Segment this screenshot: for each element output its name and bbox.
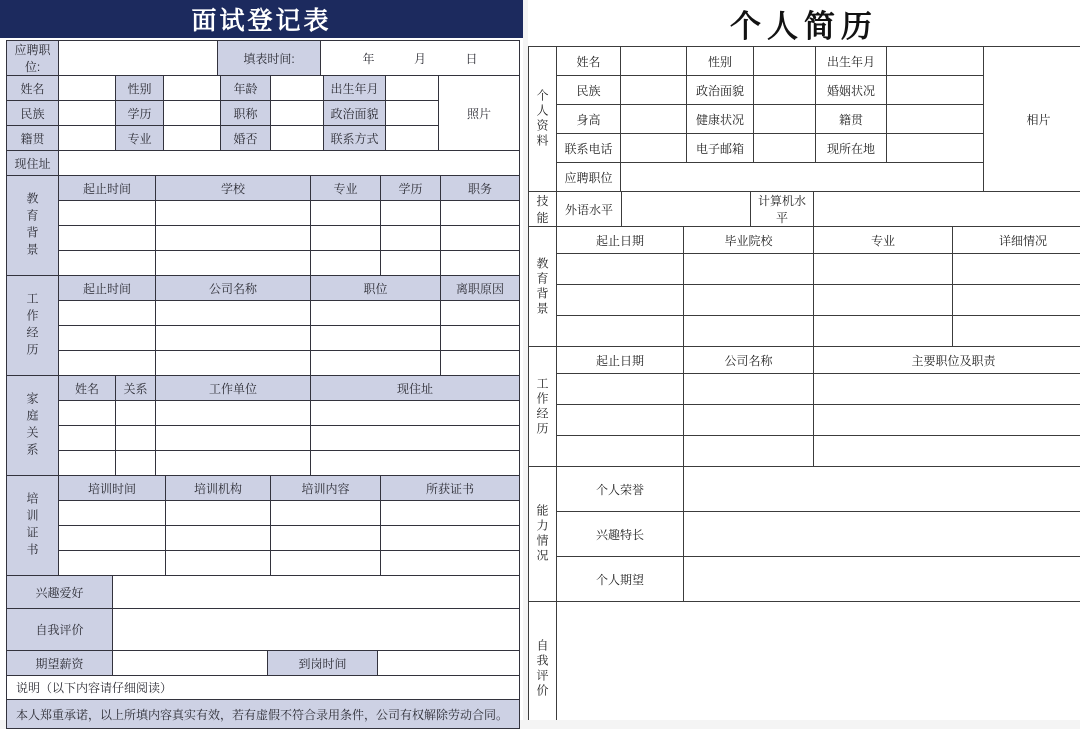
input-cell[interactable] — [441, 201, 520, 226]
column-header: 离职原因 — [441, 276, 520, 301]
input-cell[interactable] — [311, 326, 441, 351]
fill-date-input-cell[interactable] — [321, 41, 520, 76]
political-status-label: 政治面貌 — [687, 76, 754, 105]
foreign-language-label: 外语水平 — [557, 192, 622, 227]
column-header: 姓名 — [59, 376, 116, 401]
input-cell[interactable] — [557, 316, 684, 347]
gender-label: 性别 — [687, 47, 754, 76]
input-cell[interactable] — [381, 201, 441, 226]
input-cell[interactable] — [557, 254, 684, 285]
input-cell[interactable] — [166, 551, 271, 576]
column-header: 专业 — [311, 176, 381, 201]
input-cell[interactable] — [311, 251, 381, 276]
native-place-input-cell[interactable] — [887, 105, 984, 134]
column-header: 培训机构 — [166, 476, 271, 501]
interests-input-cell[interactable] — [684, 512, 1080, 557]
name-input-cell[interactable] — [59, 76, 116, 101]
input-cell[interactable] — [59, 301, 156, 326]
input-cell[interactable] — [59, 401, 116, 426]
column-header: 专业 — [814, 227, 953, 254]
input-cell[interactable] — [381, 526, 520, 551]
major-label: 专业 — [116, 126, 164, 151]
input-cell[interactable] — [814, 374, 1080, 405]
resume-work-table — [528, 346, 1080, 467]
resume-self-eval-section-label: 自我评价 — [529, 602, 557, 721]
computer-skill-label: 计算机水平 — [751, 192, 814, 227]
input-cell[interactable] — [311, 401, 520, 426]
ethnicity-input-cell[interactable] — [621, 76, 687, 105]
input-cell[interactable] — [116, 426, 156, 451]
email-label: 电子邮箱 — [687, 134, 754, 163]
column-header: 所获证书 — [381, 476, 520, 501]
native-place-label: 籍贯 — [816, 105, 887, 134]
fill-date-label: 填表时间: — [218, 41, 321, 76]
input-cell[interactable] — [116, 451, 156, 476]
location-input-cell[interactable] — [887, 134, 984, 163]
apply-position-label: 应聘职位 — [557, 163, 621, 192]
bottom-fields-table — [6, 575, 520, 676]
input-cell[interactable] — [59, 551, 166, 576]
photo-placeholder[interactable]: 相片 — [984, 47, 1080, 192]
input-cell[interactable] — [166, 501, 271, 526]
input-cell[interactable] — [156, 401, 311, 426]
family-table — [6, 375, 520, 476]
phone-input-cell[interactable] — [621, 134, 687, 163]
input-cell[interactable] — [116, 401, 156, 426]
interests-label: 兴趣特长 — [557, 512, 684, 557]
resume-education-section-label: 教育背景 — [529, 227, 557, 347]
input-cell[interactable] — [156, 301, 311, 326]
hobby-label: 兴趣爱好 — [7, 576, 113, 609]
marital-status-input-cell[interactable] — [887, 76, 984, 105]
political-status-label: 政治面貌 — [324, 101, 386, 126]
column-header: 现住址 — [311, 376, 520, 401]
column-header: 关系 — [116, 376, 156, 401]
birth-date-label: 出生年月 — [324, 76, 386, 101]
work-history-table — [6, 275, 520, 376]
input-cell[interactable] — [441, 226, 520, 251]
input-cell[interactable] — [684, 316, 814, 347]
input-cell[interactable] — [953, 316, 1080, 347]
input-cell[interactable] — [59, 501, 166, 526]
input-cell[interactable] — [59, 226, 156, 251]
input-cell[interactable] — [156, 451, 311, 476]
degree-input-cell[interactable] — [164, 101, 221, 126]
input-cell[interactable] — [684, 436, 814, 467]
phone-label: 联系电话 — [557, 134, 621, 163]
note-label: 说明（以下内容请仔细阅读） — [7, 676, 520, 700]
birth-date-input-cell[interactable] — [386, 76, 439, 101]
commitment-statement: 本人郑重承诺，以上所填内容真实有效，若有虚假不符合录用条件，公司有权解除劳动合同。 — [7, 700, 520, 729]
column-header: 起止日期 — [557, 227, 684, 254]
year-unit-label: 年 — [362, 50, 374, 67]
resume-personal-section-label: 个人资料 — [529, 47, 557, 192]
column-header: 培训时间 — [59, 476, 166, 501]
column-header: 职位 — [311, 276, 441, 301]
family-section-label: 家庭关系 — [7, 376, 59, 476]
column-header: 起止时间 — [59, 276, 156, 301]
input-cell[interactable] — [557, 405, 684, 436]
ethnicity-label: 民族 — [7, 101, 59, 126]
ethnicity-input-cell[interactable] — [59, 101, 116, 126]
personal-honors-label: 个人荣誉 — [557, 467, 684, 512]
input-cell[interactable] — [311, 201, 381, 226]
ethnicity-label: 民族 — [557, 76, 621, 105]
age-input-cell[interactable] — [271, 76, 324, 101]
input-cell[interactable] — [156, 201, 311, 226]
input-cell[interactable] — [271, 551, 381, 576]
address-input-cell[interactable] — [59, 151, 520, 176]
major-input-cell[interactable] — [164, 126, 221, 151]
apply-position-input-cell[interactable] — [621, 163, 984, 192]
marital-status-label: 婚姻状况 — [816, 76, 887, 105]
column-header: 职务 — [441, 176, 520, 201]
input-cell[interactable] — [59, 326, 156, 351]
political-status-input-cell[interactable] — [386, 101, 439, 126]
input-cell[interactable] — [814, 436, 1080, 467]
input-cell[interactable] — [381, 251, 441, 276]
day-unit-label: 日 — [465, 50, 477, 67]
personal-expectation-label: 个人期望 — [557, 557, 684, 602]
input-cell[interactable] — [166, 526, 271, 551]
foreign-language-input-cell[interactable] — [622, 192, 751, 227]
resume-personal-table — [528, 46, 1080, 192]
input-cell[interactable] — [953, 254, 1080, 285]
email-input-cell[interactable] — [754, 134, 816, 163]
degree-label: 学历 — [116, 101, 164, 126]
column-header: 详细情况 — [953, 227, 1080, 254]
native-place-input-cell[interactable] — [59, 126, 116, 151]
ability-table — [528, 466, 1080, 602]
input-cell[interactable] — [311, 226, 381, 251]
input-cell[interactable] — [156, 326, 311, 351]
input-cell[interactable] — [953, 285, 1080, 316]
apply-position-input-cell[interactable] — [59, 41, 218, 76]
input-cell[interactable] — [59, 526, 166, 551]
input-cell[interactable] — [441, 301, 520, 326]
input-cell[interactable] — [156, 426, 311, 451]
interview-form-title: 面试登记表 — [191, 1, 331, 37]
personal-expectation-input-cell[interactable] — [684, 557, 1080, 602]
resume-work-section-label: 工作经历 — [529, 347, 557, 467]
resume-title: 个人简历 — [730, 1, 878, 46]
input-cell[interactable] — [271, 526, 381, 551]
arrival-time-input-cell[interactable] — [378, 651, 520, 676]
resume-title-bar — [528, 0, 1080, 47]
input-cell[interactable] — [684, 405, 814, 436]
column-header: 起止时间 — [59, 176, 156, 201]
computer-skill-input-cell[interactable] — [814, 192, 1080, 227]
interview-form-title-bar — [0, 0, 523, 38]
name-input-cell[interactable] — [621, 47, 687, 76]
input-cell[interactable] — [441, 326, 520, 351]
input-cell[interactable] — [156, 351, 311, 376]
title-input-cell[interactable] — [271, 101, 324, 126]
marital-input-cell[interactable] — [271, 126, 324, 151]
input-cell[interactable] — [557, 285, 684, 316]
month-unit-label: 月 — [414, 50, 426, 67]
education-table — [6, 175, 520, 276]
contact-label: 联系方式 — [324, 126, 386, 151]
political-status-input-cell[interactable] — [754, 76, 816, 105]
input-cell[interactable] — [156, 251, 311, 276]
arrival-time-label: 到岗时间 — [268, 651, 378, 676]
input-cell[interactable] — [441, 251, 520, 276]
input-cell[interactable] — [59, 201, 156, 226]
name-label: 姓名 — [557, 47, 621, 76]
self-evaluation-label: 自我评价 — [7, 609, 113, 651]
self-evaluation-input-cell[interactable] — [113, 609, 520, 651]
column-header: 公司名称 — [156, 276, 311, 301]
input-cell[interactable] — [311, 301, 441, 326]
input-cell[interactable] — [684, 285, 814, 316]
input-cell[interactable] — [814, 405, 1080, 436]
height-input-cell[interactable] — [621, 105, 687, 134]
training-section-label: 培训证书 — [7, 476, 59, 576]
column-header: 主要职位及职责 — [814, 347, 1080, 374]
interview-registration-form — [0, 0, 523, 720]
photo-placeholder[interactable]: 照片 — [439, 76, 520, 151]
input-cell[interactable] — [156, 226, 311, 251]
column-header: 学校 — [156, 176, 311, 201]
skills-table — [528, 191, 1080, 227]
expected-salary-input-cell[interactable] — [113, 651, 268, 676]
note-table — [6, 675, 520, 729]
skills-section-label: 技能 — [529, 192, 557, 227]
input-cell[interactable] — [59, 251, 156, 276]
input-cell[interactable] — [684, 374, 814, 405]
name-label: 姓名 — [7, 76, 59, 101]
address-label: 现住址 — [7, 151, 59, 176]
column-header: 毕业院校 — [684, 227, 814, 254]
input-cell[interactable] — [381, 226, 441, 251]
column-header: 工作单位 — [156, 376, 311, 401]
location-label: 现所在地 — [816, 134, 887, 163]
input-cell[interactable] — [814, 254, 953, 285]
training-table — [6, 475, 520, 576]
input-cell[interactable] — [59, 351, 156, 376]
contact-input-cell[interactable] — [386, 126, 439, 151]
input-cell[interactable] — [441, 351, 520, 376]
column-header: 公司名称 — [684, 347, 814, 374]
title-label: 职称 — [221, 101, 271, 126]
resume-form — [528, 0, 1080, 720]
gender-label: 性别 — [116, 76, 164, 101]
input-cell[interactable] — [814, 316, 953, 347]
gender-input-cell[interactable] — [164, 76, 221, 101]
column-header: 起止日期 — [557, 347, 684, 374]
gender-input-cell[interactable] — [754, 47, 816, 76]
apply-position-table — [6, 40, 520, 76]
birth-date-input-cell[interactable] — [887, 47, 984, 76]
column-header: 培训内容 — [271, 476, 381, 501]
birth-date-label: 出生年月 — [816, 47, 887, 76]
marital-label: 婚否 — [221, 126, 271, 151]
resume-education-table — [528, 226, 1080, 347]
height-label: 身高 — [557, 105, 621, 134]
input-cell[interactable] — [59, 426, 116, 451]
column-header: 学历 — [381, 176, 441, 201]
health-input-cell[interactable] — [754, 105, 816, 134]
education-section-label: 教育背景 — [7, 176, 59, 276]
apply-position-label: 应聘职位: — [7, 41, 59, 76]
input-cell[interactable] — [557, 374, 684, 405]
personal-honors-input-cell[interactable] — [684, 467, 1080, 512]
input-cell[interactable] — [814, 285, 953, 316]
input-cell[interactable] — [381, 551, 520, 576]
expected-salary-label: 期望薪资 — [7, 651, 113, 676]
input-cell[interactable] — [684, 254, 814, 285]
input-cell[interactable] — [311, 351, 441, 376]
native-place-label: 籍贯 — [7, 126, 59, 151]
input-cell[interactable] — [311, 451, 520, 476]
health-label: 健康状况 — [687, 105, 754, 134]
input-cell[interactable] — [271, 501, 381, 526]
self-evaluation-input-cell[interactable] — [557, 602, 1080, 721]
resume-self-eval-table — [528, 601, 1080, 720]
input-cell[interactable] — [557, 436, 684, 467]
hobby-input-cell[interactable] — [113, 576, 520, 609]
input-cell[interactable] — [381, 501, 520, 526]
work-section-label: 工作经历 — [7, 276, 59, 376]
age-label: 年龄 — [221, 76, 271, 101]
input-cell[interactable] — [311, 426, 520, 451]
personal-info-table — [6, 75, 520, 176]
ability-section-label: 能力情况 — [529, 467, 557, 602]
input-cell[interactable] — [59, 451, 116, 476]
